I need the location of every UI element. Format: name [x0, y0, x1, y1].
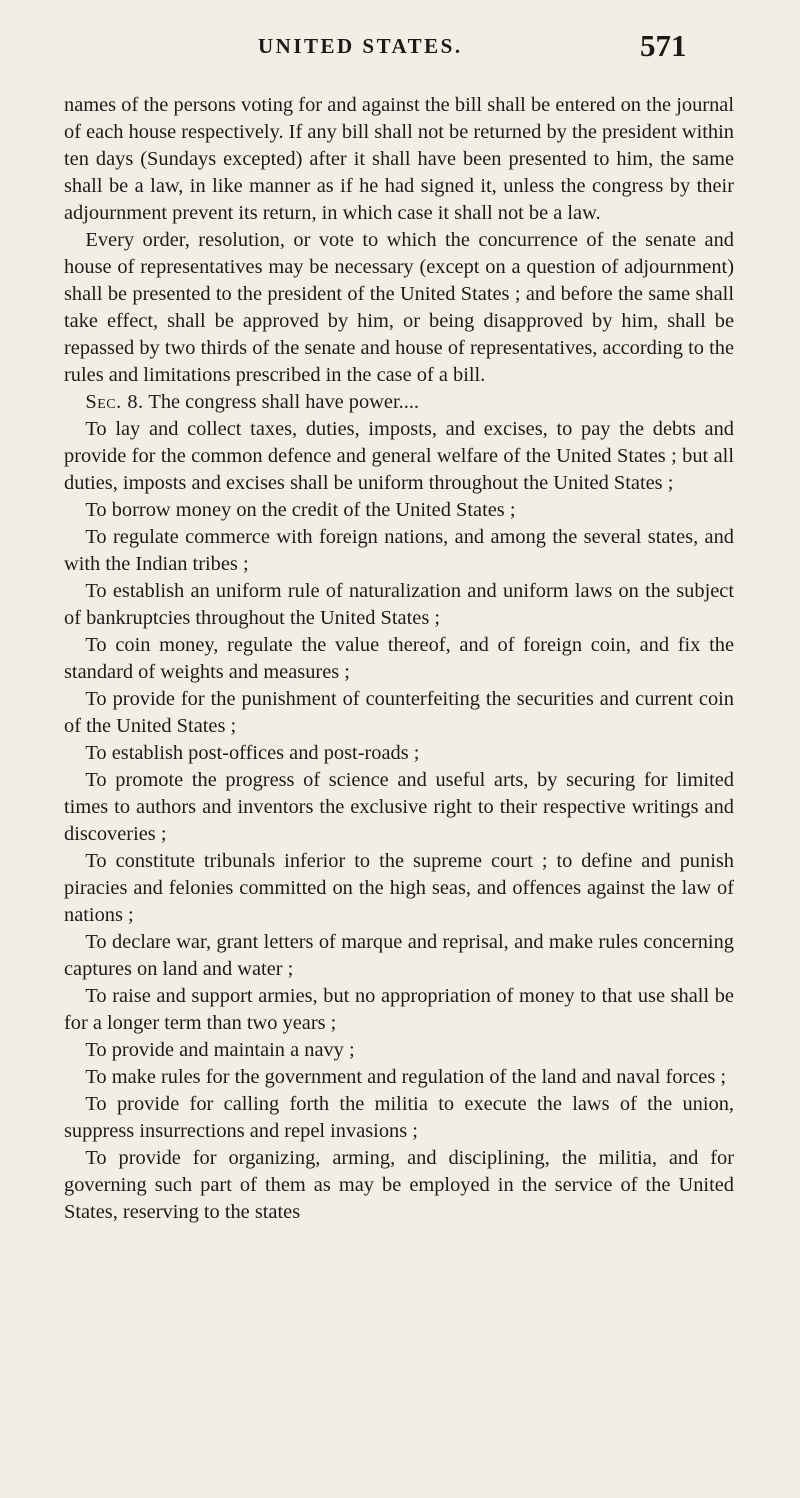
section-heading — [64, 389, 734, 416]
power-post-offices: To establish post-offices and post-roads ; — [85, 742, 420, 764]
power-taxes: To lay and collect taxes, duties, imposts, and excises, to pay the debts and provide for the common defence and general welfare of the United States ; but all duties, imposts and excises shall be uniform throughout the United States ; — [64, 418, 734, 494]
power-rules-forces: To make rules for the government and regulation of the land and naval forces ; — [85, 1066, 727, 1088]
section-text: The congress shall have power.... — [148, 391, 420, 413]
power-navy: To provide and maintain a navy ; — [85, 1039, 355, 1061]
page-number: 571 — [640, 28, 687, 63]
power-tribunals: To constitute tribunals inferior to the supreme court ; to define and punish piracies and felonies committed on the high seas, and offences against the law of nations ; — [64, 850, 734, 926]
power-militia-calling: To provide for calling forth the militia to execute the laws of the union, suppress insurrections and repel invasions ; — [64, 1093, 734, 1142]
power-science-arts: To promote the progress of science and useful arts, by securing for limited times to authors and inventors the exclusive right to their respective writings and discoveries ; — [64, 769, 734, 845]
power-counterfeiting: To provide for the punishment of counterfeiting the securities and current coin of the United States ; — [64, 688, 734, 737]
power-coin-money: To coin money, regulate the value thereof, and of foreign coin, and fix the standard of weights and measures ; — [64, 634, 734, 683]
body-text — [64, 92, 734, 1226]
power-declare-war: To declare war, grant letters of marque and reprisal, and make rules concerning captures on land and water ; — [64, 931, 734, 980]
paragraph-every-order: Every order, resolution, or vote to which the concurrence of the senate and house of representatives may be necessary (except on a question of adjournment) shall be presented to the president of the United States ; and before the same shall take effect, shall be approved by him, or being disapproved by him, shall be repassed by two thirds of the senate and house of representatives, according to the rules and limitations prescribed in the case of a bill. — [64, 229, 734, 386]
power-commerce: To regulate commerce with foreign nations, and among the several states, and with the Indian tribes ; — [64, 526, 734, 575]
power-borrow: To borrow money on the credit of the United States ; — [85, 499, 516, 521]
power-armies: To raise and support armies, but no appropriation of money to that use shall be for a longer term than two years ; — [64, 985, 734, 1034]
paragraph-continued: names of the persons voting for and against the bill shall be entered on the journal of each house respectively. If any bill shall not be returned by the president within ten days (Sundays excepted) after it shall have been presented to him, the same shall be a law, in like manner as if he had signed it, unless the congress by their adjournment prevent its return, in which case it shall not be a law. — [64, 94, 734, 224]
power-militia-organizing: To provide for organizing, arming, and disciplining, the militia, and for governing such part of them as may be employed in the service of the United States, reserving to the states — [64, 1147, 734, 1223]
running-head — [0, 28, 800, 72]
section-label: Sec. 8. — [85, 391, 144, 413]
power-naturalization: To establish an uniform rule of naturalization and uniform laws on the subject of bankruptcies throughout the United States ; — [64, 580, 734, 629]
running-title: UNITED STATES. — [258, 34, 463, 58]
